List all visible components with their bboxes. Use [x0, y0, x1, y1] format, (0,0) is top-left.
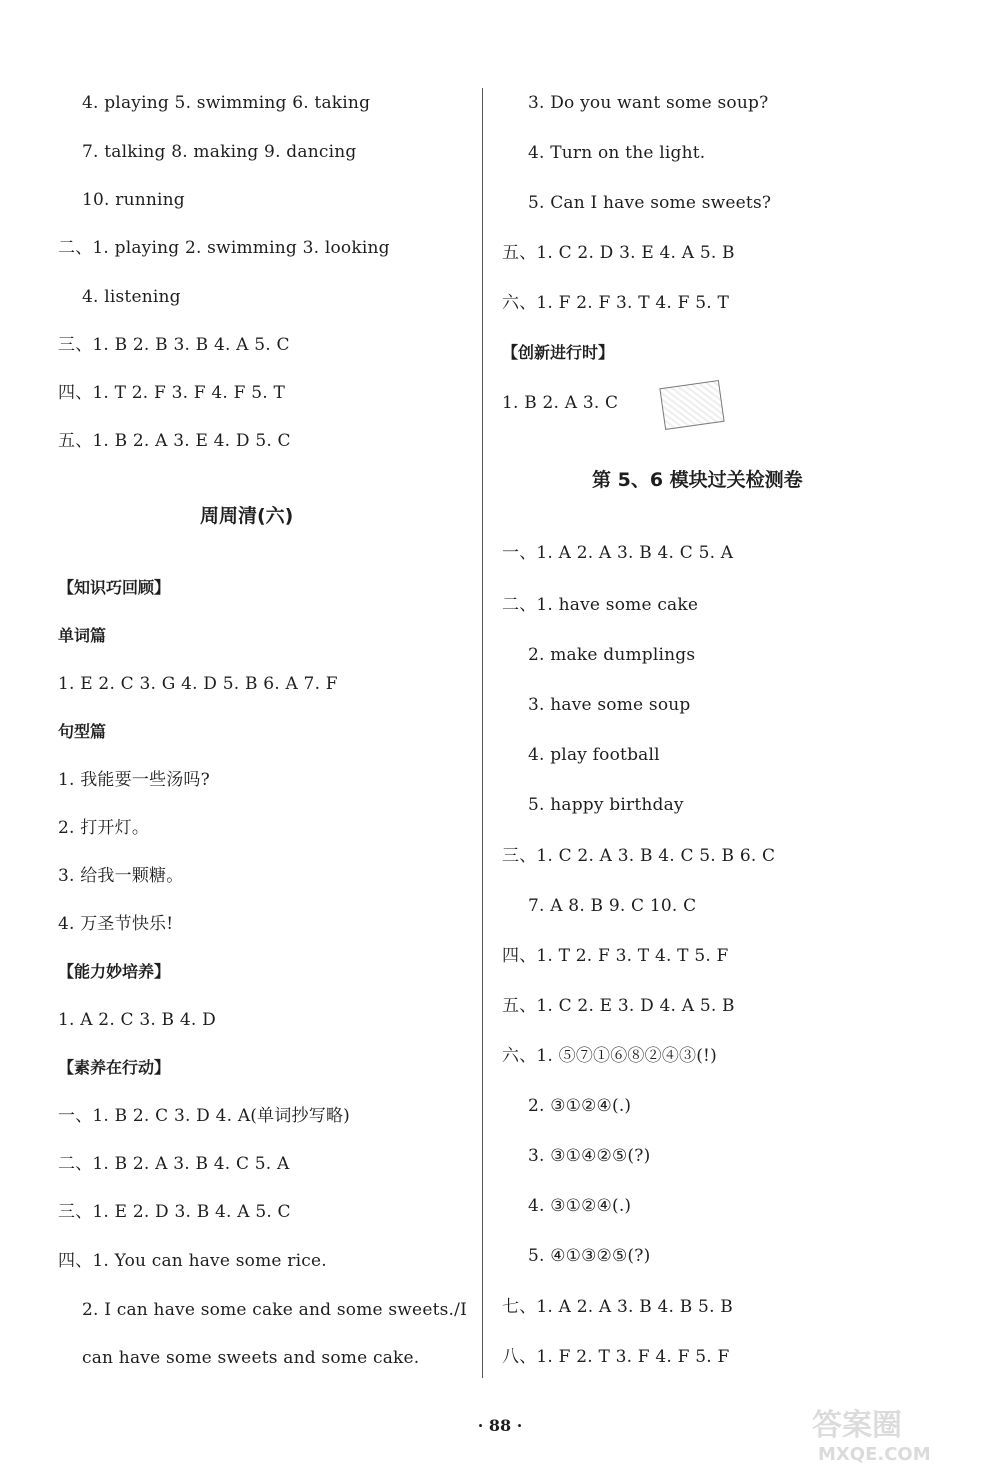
answer-line: 一、1. B 2. C 3. D 4. A(单词抄写略) [58, 1106, 350, 1126]
answer-line: 5. ④①③②⑤(?) [528, 1246, 651, 1266]
section-label: 【能力妙培养】 [58, 962, 171, 981]
answer-line: 五、1. C 2. E 3. D 4. A 5. B [502, 996, 735, 1016]
answer-line: 2. I can have some cake and some sweets./I [82, 1300, 467, 1320]
answer-line: 1. E 2. C 3. G 4. D 5. B 6. A 7. F [58, 674, 338, 694]
answer-line: 3. have some soup [528, 695, 691, 715]
section-heading: 第 5、6 模块过关检测卷 [592, 469, 803, 491]
stamp-image [659, 380, 724, 430]
answer-line: 1. B 2. A 3. C [502, 393, 619, 413]
section-label: 单词篇 [58, 626, 107, 645]
answer-line: 7. A 8. B 9. C 10. C [528, 896, 697, 916]
section-label: 【创新进行时】 [502, 343, 615, 362]
answer-line: 三、1. C 2. A 3. B 4. C 5. B 6. C [502, 846, 776, 866]
answer-line: 3. 给我一颗糖。 [58, 866, 184, 886]
watermark-logo-text: 答案圈 [812, 1408, 902, 1443]
answer-line: 3. ③①④②⑤(?) [528, 1146, 651, 1166]
answer-line: 2. 打开灯。 [58, 818, 150, 838]
answer-line: 5. happy birthday [528, 795, 684, 815]
answer-line: 4. play football [528, 745, 660, 765]
section-label: 句型篇 [58, 722, 107, 741]
answer-line: 3. Do you want some soup? [528, 93, 769, 113]
answer-line: 10. running [82, 190, 185, 210]
answer-line: 六、1. F 2. F 3. T 4. F 5. T [502, 293, 729, 313]
answer-line: 三、1. B 2. B 3. B 4. A 5. C [58, 335, 290, 355]
answer-line: 五、1. C 2. D 3. E 4. A 5. B [502, 243, 735, 263]
answer-line: 2. ③①②④(.) [528, 1096, 632, 1116]
answer-line: 五、1. B 2. A 3. E 4. D 5. C [58, 431, 291, 451]
answer-line: 二、1. playing 2. swimming 3. looking [58, 238, 390, 258]
answer-line: 二、1. have some cake [502, 595, 699, 615]
answer-line: 四、1. T 2. F 3. T 4. T 5. F [502, 946, 729, 966]
answer-line: 4. 万圣节快乐! [58, 914, 174, 934]
answer-line: 1. A 2. C 3. B 4. D [58, 1010, 216, 1030]
answer-line: 六、1. ⑤⑦①⑥⑧②④③(!) [502, 1046, 717, 1066]
answer-line: 4. playing 5. swimming 6. taking [82, 93, 371, 113]
answer-line: 四、1. T 2. F 3. F 4. F 5. T [58, 383, 285, 403]
answer-line: 4. ③①②④(.) [528, 1196, 632, 1216]
page-number: · 88 · [477, 1416, 523, 1435]
section-label: 【知识巧回顾】 [58, 578, 171, 597]
site-watermark [812, 1400, 992, 1470]
answer-line: 三、1. E 2. D 3. B 4. A 5. C [58, 1202, 291, 1222]
section-label: 【素养在行动】 [58, 1058, 171, 1077]
answer-line: 七、1. A 2. A 3. B 4. B 5. B [502, 1297, 733, 1317]
answer-line: 二、1. B 2. A 3. B 4. C 5. A [58, 1154, 290, 1174]
answer-line: 4. Turn on the light. [528, 143, 706, 163]
watermark-url-text: MXQE.COM [818, 1444, 931, 1465]
answer-line: 1. 我能要一些汤吗? [58, 770, 210, 790]
section-heading: 周周清(六) [200, 505, 294, 527]
answer-line: 四、1. You can have some rice. [58, 1251, 327, 1271]
answer-line: 7. talking 8. making 9. dancing [82, 142, 357, 162]
answer-line: 八、1. F 2. T 3. F 4. F 5. F [502, 1347, 730, 1367]
answer-line: 一、1. A 2. A 3. B 4. C 5. A [502, 543, 734, 563]
answer-line: 5. Can I have some sweets? [528, 193, 772, 213]
answer-line: can have some sweets and some cake. [82, 1348, 420, 1368]
column-divider [482, 88, 483, 1378]
answer-line: 2. make dumplings [528, 645, 696, 665]
answer-line: 4. listening [82, 287, 181, 307]
